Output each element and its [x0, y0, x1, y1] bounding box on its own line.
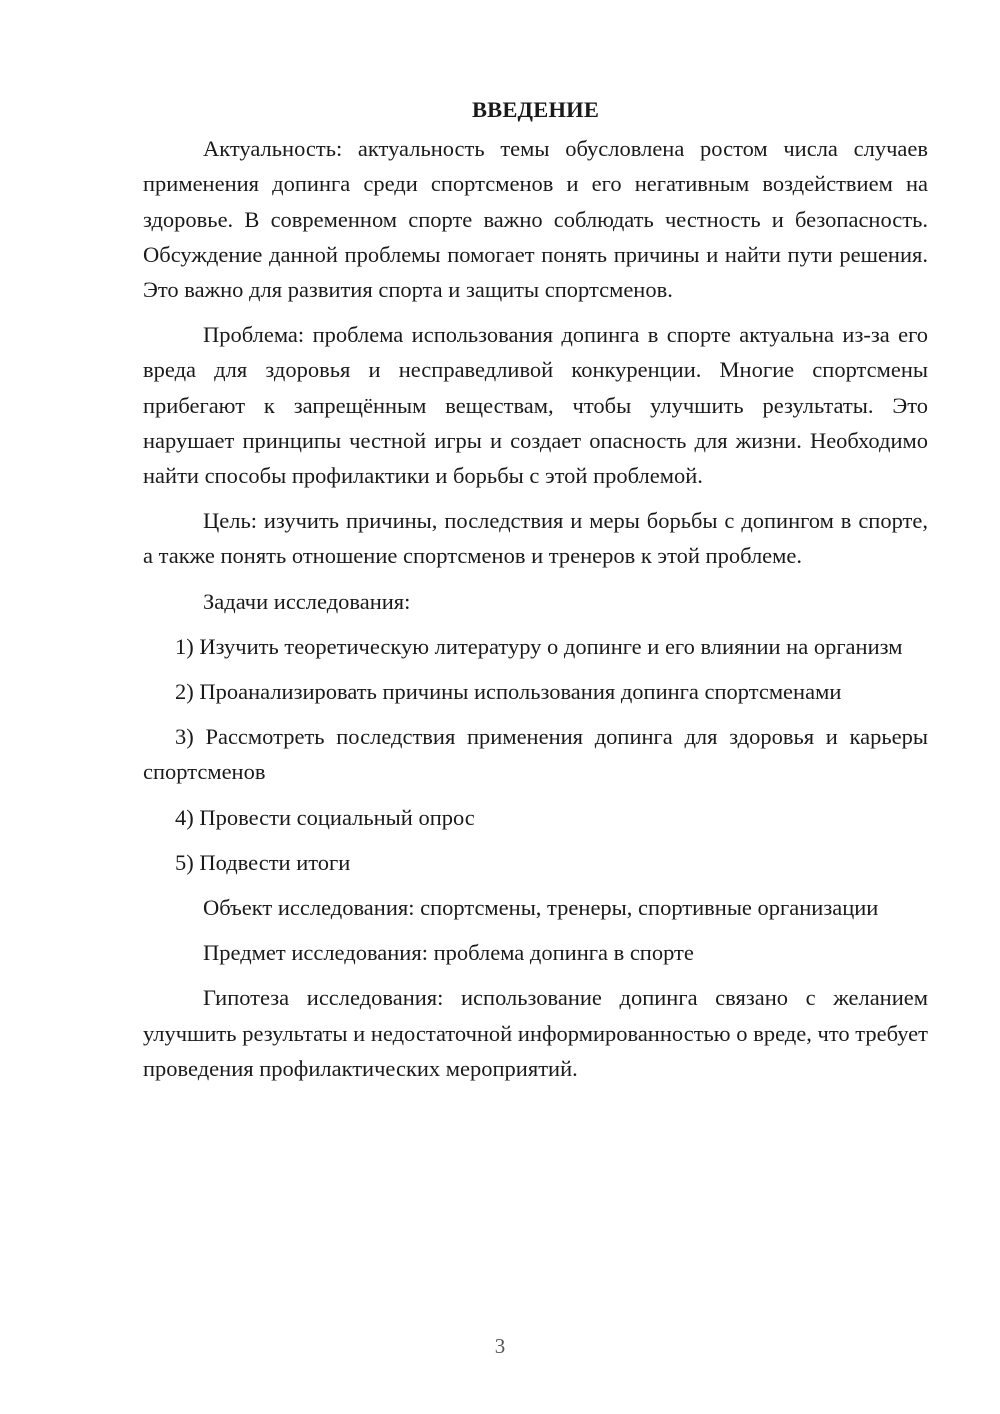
task-item-4: 4) Провести социальный опрос: [175, 804, 475, 830]
section-title: ВВЕДЕНИЕ: [471, 97, 600, 122]
subject-paragraph: Предмет исследования: проблема допинга в спорте: [203, 940, 694, 966]
tasks-heading: Задачи исследования:: [203, 588, 411, 614]
object-paragraph: Объект исследования: спортсмены, тренеры, спортивные организации: [203, 895, 879, 921]
task-item-2: 2) Проанализировать причины использования допинга спортсменами: [175, 679, 842, 705]
relevance-paragraph: Актуальность: актуальность темы обусловлена ростом числа случаев применения допинга среди спортсменов и его негативным воздействием на здоровье. В современном спорте важно соблюдать честность и безопасность. Обсуждение данной проблемы помогает понять причины и найти пути решения. Это важно для развития спорта и защиты спортсменов.: [143, 136, 928, 303]
task-item-5: 5) Подвести итоги: [175, 849, 351, 875]
page-number: 3: [494, 1334, 506, 1358]
task-item-3: 3) Рассмотреть последствия применения допинга для здоровья и карьеры спортсменов: [143, 724, 928, 785]
goal-paragraph: Цель: изучить причины, последствия и меры борьбы с допингом в спорте, а также понять отношение спортсменов и тренеров к этой проблеме.: [143, 508, 928, 569]
problem-paragraph: Проблема: проблема использования допинга в спорте актуальна из-за его вреда для здоровья и несправедливой конкуренции. Многие спортсмены прибегают к запрещённым веществам, чтобы улучшить результаты. Это нарушает принципы честной игры и создает опасность для жизни. Необходимо найти способы профилактики и борьбы с этой проблемой.: [143, 322, 928, 489]
hypothesis-paragraph: Гипотеза исследования: использование допинга связано с желанием улучшить результаты и недостаточной информированностью о вреде, что требует проведения профилактических мероприятий.: [143, 985, 928, 1081]
document-page: [143, 92, 928, 1096]
task-item-1: 1) Изучить теоретическую литературу о допинге и его влиянии на организм: [175, 633, 903, 659]
